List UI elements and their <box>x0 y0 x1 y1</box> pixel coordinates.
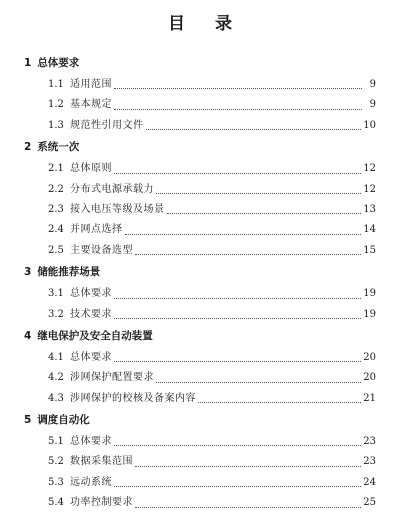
entry-page-number: 20 <box>363 372 376 384</box>
entry-page-number: 19 <box>363 288 376 300</box>
entry-number: 5.4 <box>48 497 64 509</box>
entry-number: 4.1 <box>48 351 64 363</box>
entry-number: 2.4 <box>48 224 64 236</box>
toc-entry[interactable] <box>24 95 376 115</box>
chapter-title: 调度自动化 <box>37 414 90 427</box>
chapter-heading[interactable] <box>24 409 376 432</box>
entry-number: 2.3 <box>48 203 64 215</box>
entry-label: 并网点选择 <box>70 224 123 236</box>
entry-page-number: 13 <box>363 203 376 215</box>
entry-label: 总体要求 <box>70 351 112 363</box>
entry-number: 5.3 <box>48 476 64 488</box>
toc-entry[interactable] <box>24 241 376 261</box>
dot-leader <box>114 172 361 174</box>
entry-label: 适用范围 <box>70 78 112 90</box>
entry-number: 1.2 <box>48 99 64 111</box>
dot-leader <box>156 381 361 383</box>
toc-entry[interactable] <box>24 452 376 472</box>
toc-entry[interactable] <box>24 75 376 95</box>
entry-page-number: 19 <box>363 308 376 320</box>
chapter-title: 储能推荐场景 <box>37 266 101 279</box>
dot-leader <box>167 212 362 214</box>
entry-number: 1.1 <box>48 78 64 90</box>
toc-entry[interactable] <box>24 348 376 368</box>
chapter-title: 系统一次 <box>37 141 80 154</box>
toc-entry[interactable] <box>24 116 376 136</box>
dot-leader <box>146 128 362 130</box>
entry-number: 3.1 <box>48 288 64 300</box>
chapter-heading[interactable] <box>24 261 376 284</box>
entry-label: 涉网保护的校核及备案内容 <box>70 392 196 404</box>
chapter-number: 2 <box>24 141 32 154</box>
dot-leader <box>198 401 361 403</box>
dot-leader <box>114 108 362 110</box>
toc-entry[interactable] <box>24 389 376 409</box>
chapter-heading[interactable] <box>24 325 376 348</box>
entry-number: 5.1 <box>48 436 64 448</box>
toc-entry[interactable] <box>24 493 376 513</box>
entry-label: 分布式电源承载力 <box>70 183 154 195</box>
entry-number: 2.2 <box>48 183 64 195</box>
entry-label: 功率控制要求 <box>70 497 133 509</box>
entry-page-number: 9 <box>369 78 376 90</box>
dot-leader <box>114 360 361 362</box>
entry-page-number: 10 <box>363 119 376 131</box>
entry-page-number: 23 <box>363 456 376 468</box>
entry-page-number: 12 <box>363 183 376 195</box>
toc-entry[interactable] <box>24 220 376 240</box>
entry-label: 主要设备选型 <box>70 244 133 256</box>
entry-page-number: 14 <box>363 224 376 236</box>
chapter-title: 总体要求 <box>37 57 80 69</box>
dot-leader <box>114 297 361 299</box>
entry-number: 1.3 <box>48 119 64 131</box>
entry-number: 2.5 <box>48 244 64 256</box>
dot-leader <box>135 506 361 508</box>
toc-entry[interactable] <box>24 432 376 452</box>
entry-number: 3.2 <box>48 308 64 320</box>
entry-page-number: 24 <box>363 476 376 488</box>
dot-leader <box>156 192 361 194</box>
entry-label: 技术要求 <box>70 308 112 320</box>
entry-number: 2.1 <box>48 163 64 175</box>
dot-leader <box>114 87 362 89</box>
entry-number: 5.2 <box>48 456 64 468</box>
chapter-title: 继电保护及安全自动装置 <box>37 329 153 342</box>
entry-number: 4.2 <box>48 372 64 384</box>
entry-page-number: 9 <box>369 99 376 111</box>
chapter-heading[interactable] <box>24 136 376 159</box>
toc-entry[interactable] <box>24 368 376 388</box>
chapter-number: 1 <box>24 57 32 69</box>
entry-page-number: 21 <box>363 392 376 404</box>
dot-leader <box>135 253 361 255</box>
entry-label: 总体原则 <box>70 163 112 175</box>
table-of-contents <box>24 52 376 514</box>
entry-label: 远动系统 <box>70 476 112 488</box>
chapter-number: 4 <box>24 329 32 342</box>
chapter-number: 5 <box>24 414 32 427</box>
toc-entry[interactable] <box>24 180 376 200</box>
entry-page-number: 15 <box>363 244 376 256</box>
entry-label: 总体要求 <box>70 436 112 448</box>
dot-leader <box>114 317 361 319</box>
dot-leader <box>114 485 361 487</box>
entry-page-number: 12 <box>363 163 376 175</box>
toc-entry[interactable] <box>24 305 376 325</box>
toc-entry[interactable] <box>24 284 376 304</box>
entry-page-number: 20 <box>363 351 376 363</box>
toc-entry[interactable] <box>24 159 376 179</box>
entry-label: 规范性引用文件 <box>70 119 144 131</box>
entry-page-number: 25 <box>363 497 376 509</box>
toc-entry[interactable] <box>24 200 376 220</box>
dot-leader <box>135 465 361 467</box>
entry-label: 基本规定 <box>70 99 112 111</box>
toc-entry[interactable] <box>24 473 376 493</box>
chapter-heading[interactable] <box>24 52 376 75</box>
page-title: 目 录 <box>168 14 244 34</box>
entry-label: 涉网保护配置要求 <box>70 372 154 384</box>
dot-leader <box>125 233 362 235</box>
entry-number: 4.3 <box>48 392 64 404</box>
entry-page-number: 23 <box>363 436 376 448</box>
entry-label: 总体要求 <box>70 288 112 300</box>
chapter-number: 3 <box>24 266 32 279</box>
dot-leader <box>114 444 361 446</box>
entry-label: 接入电压等级及场景 <box>70 203 165 215</box>
entry-label: 数据采集范围 <box>70 456 133 468</box>
